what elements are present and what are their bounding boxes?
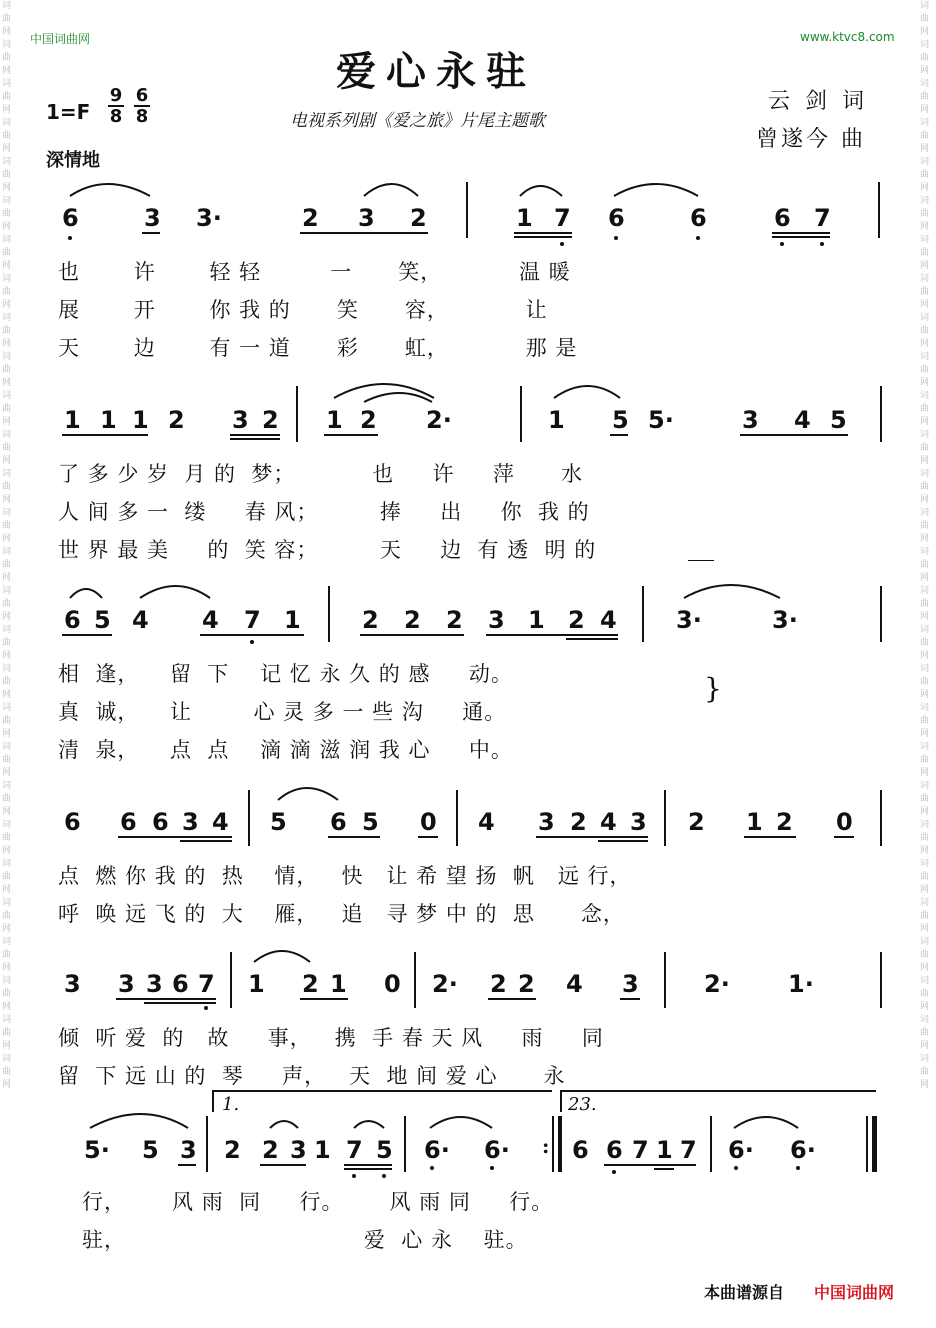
lyric-line: 真 诚， 让 心 灵 多 一 些 沟 通。 bbox=[58, 700, 507, 724]
note: 1 bbox=[284, 606, 301, 634]
side-watermark-right: 词曲网词曲网词曲网词曲网词曲网词曲网词曲网词曲网词曲网词曲网词曲网词曲网词曲网词曲网词曲网词曲网词曲网词曲网词曲网词曲网词曲网词曲网词曲网词曲网词曲网词曲网词曲网词曲网 bbox=[920, 1, 930, 1090]
note: 3 bbox=[232, 406, 249, 434]
note: 1 bbox=[656, 1136, 673, 1164]
note: 6 bbox=[690, 204, 707, 232]
note: 4 bbox=[202, 606, 219, 634]
note: 0 bbox=[384, 970, 401, 998]
lyric-line: 展 开 你 我 的 笑 容， 让 bbox=[58, 298, 548, 322]
time-signature-9-8: 9 8 bbox=[109, 85, 123, 127]
site-url-right[interactable]: www.ktvc8.com bbox=[800, 30, 895, 44]
note: 2 bbox=[404, 606, 421, 634]
lyric-line: 驻， 爱 心 永 驻。 bbox=[82, 1228, 528, 1252]
slur bbox=[354, 1121, 384, 1128]
note: 2 bbox=[410, 204, 427, 232]
note: 3 bbox=[488, 606, 505, 634]
note: 4 bbox=[212, 808, 229, 836]
slur bbox=[520, 186, 562, 196]
lyric-line: 人 间 多 一 缕 春 风； 捧 出 你 我 的 bbox=[58, 500, 590, 524]
note: 6 bbox=[330, 808, 347, 836]
note: 7 bbox=[346, 1136, 363, 1164]
note: 0 bbox=[836, 808, 853, 836]
note: 3 bbox=[630, 808, 647, 836]
note: 2 bbox=[688, 808, 705, 836]
note: 5 bbox=[830, 406, 847, 434]
subtitle: 电视系列剧《爱之旅》片尾主题歌 bbox=[290, 111, 545, 131]
note: 3 bbox=[144, 204, 161, 232]
note: 6 bbox=[608, 204, 625, 232]
note: 2 bbox=[224, 1136, 241, 1164]
note: 2 bbox=[168, 406, 185, 434]
note: 6 bbox=[64, 808, 81, 836]
note: 6 bbox=[774, 204, 791, 232]
lyric-line: 呼 唤 远 飞 的 大 雁， 追 寻 梦 中 的 思 念， bbox=[58, 902, 625, 926]
key-signature: 1=F bbox=[46, 100, 91, 124]
note: 1 bbox=[326, 406, 343, 434]
note: 4 bbox=[600, 808, 617, 836]
note: 1 bbox=[746, 808, 763, 836]
note: 7 bbox=[632, 1136, 649, 1164]
brace: } bbox=[704, 672, 722, 705]
source-label: 本曲谱源自 bbox=[704, 1283, 785, 1302]
note: 3 bbox=[146, 970, 163, 998]
note: 4 bbox=[132, 606, 149, 634]
note: 5 bbox=[612, 406, 629, 434]
volta-2-label: 23. bbox=[568, 1094, 597, 1115]
note: 3 bbox=[180, 1136, 197, 1164]
volta-1-label: 1. bbox=[222, 1094, 240, 1115]
lyric-line: 倾 听 爱 的 故 事， 携 手 春 天 风 雨 同 bbox=[58, 1026, 604, 1050]
lyric-line: 点 燃 你 我 的 热 情， 快 让 希 望 扬 帆 远 行， bbox=[58, 864, 632, 888]
note: 3· bbox=[772, 606, 798, 634]
slur bbox=[278, 788, 338, 800]
note: 2 bbox=[302, 204, 319, 232]
note: 2· bbox=[426, 406, 452, 434]
note: 7 bbox=[814, 204, 831, 232]
lyric-line: 世 界 最 美 的 笑 容； 天 边 有 透 明 的 bbox=[58, 538, 597, 562]
note: 3 bbox=[358, 204, 375, 232]
slur bbox=[614, 184, 698, 196]
slur bbox=[140, 586, 210, 598]
lyric-line: 了 多 少 岁 月 的 梦； 也 许 萍 水 bbox=[58, 462, 583, 486]
note: 6 bbox=[120, 808, 137, 836]
lyricist: 云 剑 词 bbox=[768, 89, 868, 114]
repeat-dots: : bbox=[542, 1134, 550, 1158]
note: 5 bbox=[362, 808, 379, 836]
source-site-link[interactable]: 中国词曲网 bbox=[814, 1283, 895, 1302]
lyric-line: 留 下 远 山 的 琴 声， 天 地 间 爱 心 永 bbox=[58, 1064, 566, 1088]
lyric-line: 清 泉， 点 点 滴 滴 滋 润 我 心 中。 bbox=[58, 738, 513, 762]
note: 0 bbox=[420, 808, 437, 836]
note: 3 bbox=[538, 808, 555, 836]
site-name-left[interactable]: 中国词曲网 bbox=[30, 32, 91, 46]
slur bbox=[734, 1117, 798, 1128]
note: 3 bbox=[64, 970, 81, 998]
slur bbox=[364, 184, 418, 196]
slur bbox=[90, 1114, 188, 1128]
note: 7 bbox=[198, 970, 215, 998]
note: 6· bbox=[790, 1136, 816, 1164]
note: 1 bbox=[64, 406, 81, 434]
note: 2 bbox=[570, 808, 587, 836]
note: 1 bbox=[516, 204, 533, 232]
lyric-line: 天 边 有 一 道 彩 虹， 那 是 bbox=[58, 336, 578, 360]
note: 2 bbox=[360, 406, 377, 434]
note: 5 bbox=[270, 808, 287, 836]
note: 4 bbox=[600, 606, 617, 634]
side-watermark-left: 词曲网词曲网词曲网词曲网词曲网词曲网词曲网词曲网词曲网词曲网词曲网词曲网词曲网词曲网词曲网词曲网词曲网词曲网词曲网词曲网词曲网词曲网词曲网词曲网词曲网词曲网词曲网词曲网 bbox=[2, 1, 12, 1090]
note: 1· bbox=[788, 970, 814, 998]
slur bbox=[70, 589, 102, 598]
note: 6 bbox=[606, 1136, 623, 1164]
note: 2 bbox=[262, 1136, 279, 1164]
note: 7 bbox=[680, 1136, 697, 1164]
note: 2 bbox=[446, 606, 463, 634]
slur bbox=[684, 585, 780, 598]
note: 2 bbox=[490, 970, 507, 998]
note: 6· bbox=[424, 1136, 450, 1164]
note: 1 bbox=[100, 406, 117, 434]
slur bbox=[430, 1117, 492, 1128]
note: 1 bbox=[248, 970, 265, 998]
note: 3 bbox=[622, 970, 639, 998]
note: 5· bbox=[648, 406, 674, 434]
note: 6· bbox=[484, 1136, 510, 1164]
note: 1 bbox=[528, 606, 545, 634]
note: 2· bbox=[704, 970, 730, 998]
note: 2 bbox=[568, 606, 585, 634]
note: 2· bbox=[432, 970, 458, 998]
note: 2 bbox=[302, 970, 319, 998]
tempo-marking: 深情地 bbox=[46, 150, 100, 171]
composer: 曾遂今 曲 bbox=[756, 127, 866, 152]
lyric-line: 也 许 轻 轻 一 笑， 温 暖 bbox=[58, 260, 571, 284]
note: 1 bbox=[330, 970, 347, 998]
note: 3· bbox=[196, 204, 222, 232]
note: 7 bbox=[244, 606, 261, 634]
note: 6 bbox=[64, 606, 81, 634]
time-signature-6-8: 6 8 bbox=[135, 85, 149, 127]
note: 2 bbox=[362, 606, 379, 634]
lyric-line: 行， 风 雨 同 行。 风 雨 同 行。 bbox=[82, 1190, 554, 1214]
note: 1 bbox=[314, 1136, 331, 1164]
note: 6 bbox=[572, 1136, 589, 1164]
note: 6 bbox=[172, 970, 189, 998]
note: 1 bbox=[548, 406, 565, 434]
note: 5 bbox=[142, 1136, 159, 1164]
note: 2 bbox=[262, 406, 279, 434]
slur bbox=[364, 393, 432, 402]
note: 3 bbox=[742, 406, 759, 434]
slur bbox=[254, 951, 310, 962]
slur bbox=[70, 184, 150, 196]
note: 3 bbox=[182, 808, 199, 836]
note: 5 bbox=[376, 1136, 393, 1164]
note: 5 bbox=[94, 606, 111, 634]
note: 7 bbox=[554, 204, 571, 232]
slur bbox=[270, 1121, 298, 1128]
lyric-line: 相 逢， 留 下 记 忆 永 久 的 感 动。 bbox=[58, 662, 513, 686]
note: 6 bbox=[62, 204, 79, 232]
note: 5· bbox=[84, 1136, 110, 1164]
note: 6 bbox=[152, 808, 169, 836]
note: 6· bbox=[728, 1136, 754, 1164]
note: 1 bbox=[132, 406, 149, 434]
song-title: 爱心永驻 bbox=[336, 48, 536, 95]
slur bbox=[554, 386, 620, 398]
note: 3 bbox=[118, 970, 135, 998]
note: 4 bbox=[794, 406, 811, 434]
note: 3 bbox=[290, 1136, 307, 1164]
note: 3· bbox=[676, 606, 702, 634]
note: 4 bbox=[478, 808, 495, 836]
note: 2 bbox=[776, 808, 793, 836]
note: 4 bbox=[566, 970, 583, 998]
note: 2 bbox=[518, 970, 535, 998]
